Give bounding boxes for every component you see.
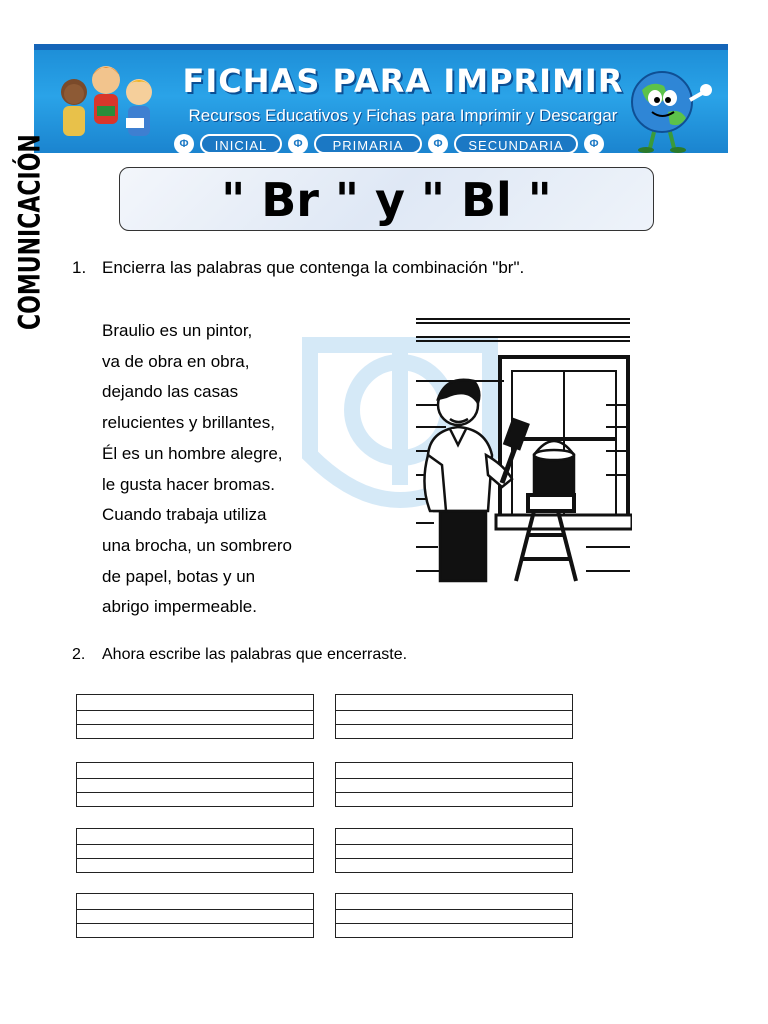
nav-logo-icon: Φ [174,134,194,154]
question-2-number: 2. [72,646,86,663]
kids-illustration-icon [44,56,164,152]
banner-title: FICHAS PARA IMPRIMIR [182,62,624,100]
poem-line: le gusta hacer bromas. [102,474,275,494]
globe-mascot-icon [624,62,714,154]
answer-box[interactable] [335,893,573,938]
poem-line: de papel, botas y un [102,566,256,586]
banner-nav [174,134,604,156]
answer-box[interactable] [76,828,314,873]
nav-logo-icon: Φ [428,134,448,154]
poem-line: Cuando trabaja utiliza [102,505,267,525]
answer-box[interactable] [335,694,573,739]
answer-box[interactable] [76,893,314,938]
subject-label: COMUNICACIÓN [14,134,48,330]
nav-inicial[interactable]: INICIAL [200,134,282,154]
poem-line: Braulio es un pintor, [102,321,253,340]
header-banner [34,44,728,156]
answer-box[interactable] [335,828,573,873]
poem-line: una brocha, un sombrero [102,535,292,555]
poem-line: va de obra en obra, [102,351,250,371]
nav-secundaria[interactable]: SECUNDARIA [454,134,578,154]
nav-primaria[interactable]: PRIMARIA [314,134,422,154]
nav-logo-icon: Φ [288,134,308,154]
answer-box[interactable] [335,762,573,807]
nav-logo-icon: Φ [584,134,604,154]
poem [102,316,292,623]
banner-subtitle: Recursos Educativos y Fichas para Imprimir y Descargar [188,106,618,125]
question-1 [72,258,524,278]
title-box [119,167,654,231]
painter-illustration-icon [416,315,632,585]
answer-box[interactable] [76,694,314,739]
answer-box[interactable] [76,762,314,807]
question-2-text: Ahora escribe las palabras que encerraste. [102,646,408,663]
poem-line: abrigo impermeable. [102,597,257,617]
question-1-number: 1. [72,258,87,277]
poem-line: relucientes y brillantes, [102,413,275,433]
poem-line: dejando las casas [102,382,239,402]
poem-line: Él es un hombre alegre, [102,443,283,463]
worksheet-title: " Br " y " Bl " [221,173,552,227]
question-1-text: Encierra las palabras que contenga la combinación "br". [102,258,525,277]
question-2 [72,646,407,664]
